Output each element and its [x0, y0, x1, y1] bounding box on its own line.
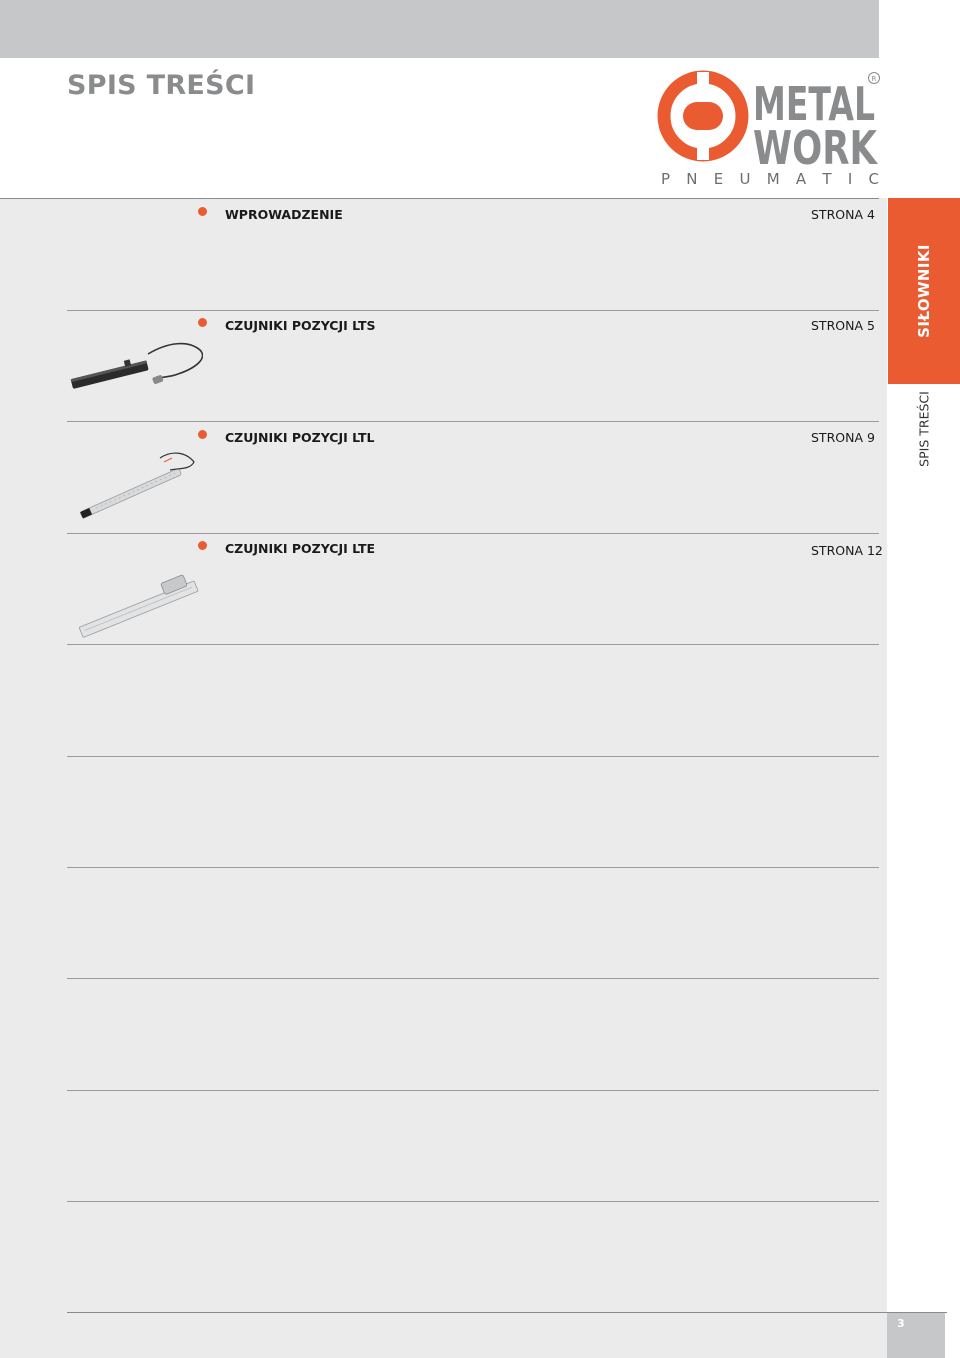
- entry-page[interactable]: STRONA 5: [811, 318, 875, 333]
- divider: [67, 1312, 947, 1313]
- divider: [67, 1090, 879, 1091]
- side-tab-label: SIŁOWNIKI: [915, 244, 933, 338]
- entry-title[interactable]: CZUJNIKI POZYCJI LTS: [225, 318, 376, 333]
- ltl-sensor-image: [68, 442, 203, 537]
- page-number: 3: [897, 1317, 905, 1330]
- top-gray-bar: [0, 0, 879, 58]
- bullet-icon: [198, 541, 207, 550]
- entry-page[interactable]: STRONA 12: [811, 543, 883, 558]
- registered-mark: R: [871, 75, 877, 83]
- logo-text-work: WORK: [753, 121, 879, 175]
- divider: [0, 198, 879, 199]
- lts-sensor-image: [68, 332, 203, 427]
- bullet-icon: [198, 430, 207, 439]
- metal-work-logo: [655, 68, 883, 190]
- logo-text-metal: METAL: [753, 77, 875, 131]
- side-tab-silowniki[interactable]: [888, 198, 960, 384]
- side-tab-spis-tresci[interactable]: [888, 384, 960, 474]
- entry-title[interactable]: CZUJNIKI POZYCJI LTL: [225, 430, 375, 445]
- entry-page[interactable]: STRONA 9: [811, 430, 875, 445]
- divider: [67, 867, 879, 868]
- entry-title[interactable]: WPROWADZENIE: [225, 207, 343, 222]
- divider: [67, 310, 879, 311]
- page-number-box: [887, 1313, 945, 1358]
- divider: [67, 978, 879, 979]
- entry-title[interactable]: CZUJNIKI POZYCJI LTE: [225, 541, 376, 556]
- lte-sensor-image: [68, 553, 203, 648]
- divider: [67, 756, 879, 757]
- page-title: SPIS TREŚCI: [67, 70, 256, 101]
- entry-page[interactable]: STRONA 4: [811, 207, 875, 222]
- side-tab-label: SPIS TREŚCI: [916, 391, 932, 467]
- bullet-icon: [198, 318, 207, 327]
- divider: [67, 1201, 879, 1202]
- logo-tagline: P N E U M A T I C: [661, 170, 879, 188]
- bullet-icon: [198, 207, 207, 216]
